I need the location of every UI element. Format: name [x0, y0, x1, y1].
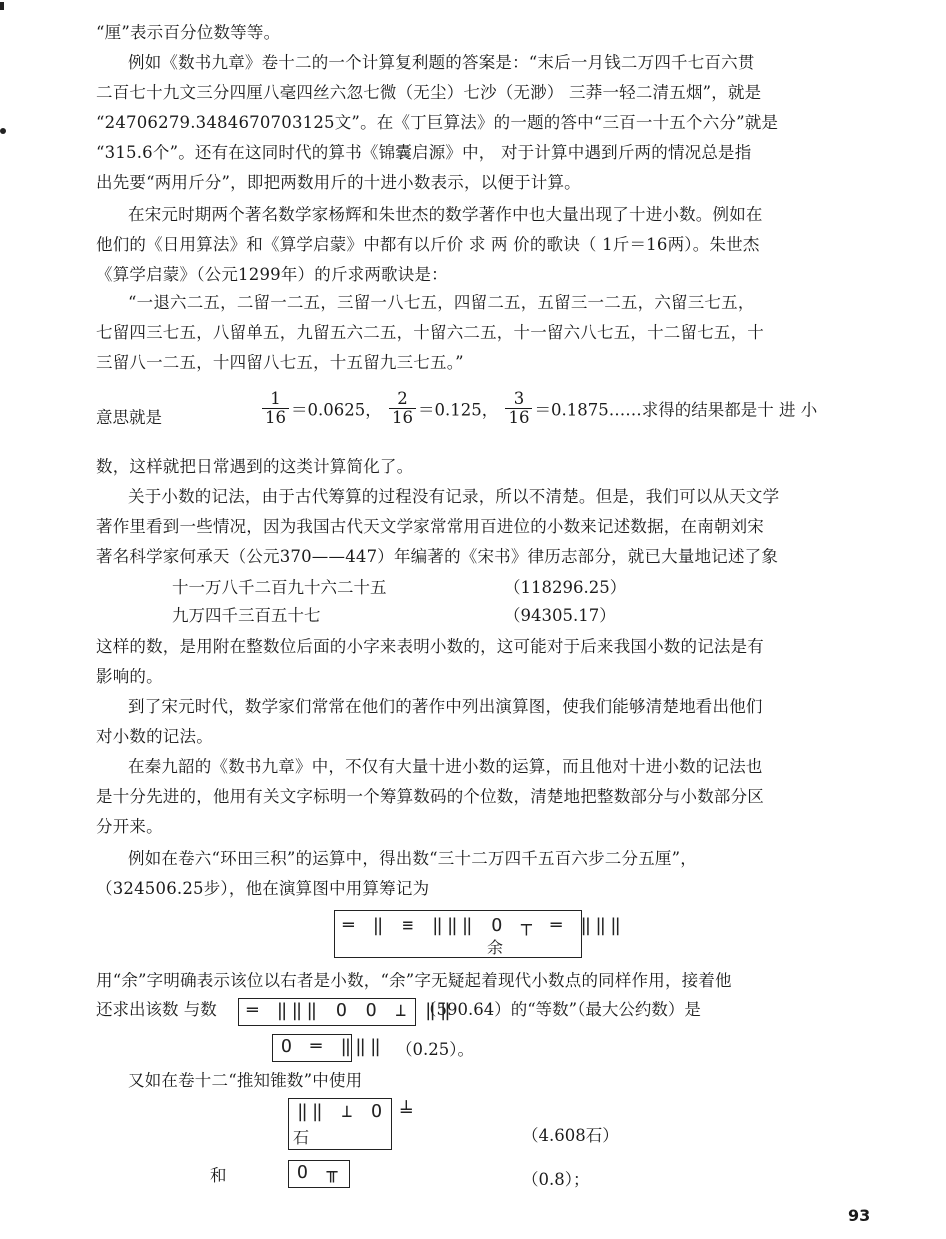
- rod-unit-label: 余: [487, 938, 504, 957]
- page-number: 93: [848, 1206, 871, 1225]
- text-line: 著作里看到一些情况，因为我国古代天文学家常常用百进位的小数来记述数据，在南朝刘宋: [96, 517, 764, 536]
- text-line: “一退六二五，二留一二五，三留一八七五，四留二五，五留三一二五，六留三七五，: [128, 293, 755, 312]
- text-line: 三留八一二五，十四留八七五，十五留九三七五。”: [96, 353, 464, 372]
- text-line: 出先要“两用斤分”，即把两数用斤的十进小数表示，以便于计算。: [96, 173, 581, 192]
- text-line: 数，这样就把日常遇到的这类计算简化了。: [96, 457, 414, 476]
- numerator: 1: [262, 390, 289, 409]
- text-fragment: （590.64）的“等数”（最大公约数）是: [420, 1000, 701, 1019]
- text-line: 这样的数，是用附在整数位后面的小字来表明小数的，这可能对于后来我国小数的记法是有: [96, 637, 764, 656]
- denominator: 16: [265, 408, 286, 427]
- counting-rod-figure: [238, 998, 455, 1026]
- text-line: “315.6个”。还有在这同时代的算书《锦囊启源》中， 对于计算中遇到斤两的情况总是指: [96, 143, 752, 162]
- paragraph-11: [96, 966, 896, 996]
- denominator: 16: [508, 408, 530, 427]
- fraction-1: [262, 390, 289, 427]
- paragraph-10: [96, 844, 896, 904]
- example-number: （94305.17）: [504, 606, 616, 625]
- text-fragment: 还求出该数 与数: [96, 1000, 217, 1019]
- text-line: 关于小数的记法，由于古代筹算的过程没有记录，所以不清楚。但是，我们可以从天文学: [128, 487, 780, 506]
- example-row: [504, 574, 626, 598]
- text-line: 例如《数书九章》卷十二的一个计算复利题的答案是：“末后一月钱二万四千七百六贯: [128, 53, 755, 72]
- paragraph-9: [96, 752, 896, 842]
- rod-numerals: ═ ‖‖‖ O O ⊥ ‖‖: [247, 1000, 455, 1021]
- paragraph-7: [96, 632, 896, 692]
- denominator: 16: [391, 408, 413, 427]
- text-line: 到了宋元时代，数学家们常常在他们的著作中列出演算图，使我们能够清楚地看出他们: [128, 697, 763, 716]
- counting-rod-figure: [272, 1034, 385, 1062]
- paragraph-12: [128, 1066, 828, 1096]
- text-line: “24706279.3484670703125文”。在《丁巨算法》的一题的答中“三百一十五个六分”就是: [96, 113, 779, 132]
- text-line: 二百七十九文三分四厘八毫四丝六忽七微（无尘）七沙（无渺） 三莽一轻二清五烟”，就是: [96, 83, 762, 102]
- rod-numerals: ‖‖ ⊥ O ╧: [297, 1101, 416, 1122]
- text-line: 在秦九韶的《数书九章》中，不仅有大量十进小数的运算，而且他对十进小数的记法也: [128, 757, 763, 776]
- fraction-value: ＝0.125，: [417, 400, 499, 420]
- text-line: 分开来。: [96, 817, 163, 836]
- value-label: [522, 1166, 590, 1190]
- text-line: 他们的《日用算法》和《算学启蒙》中都有以斤价 求 两 价的歌诀（ 1斤＝16两）。朱世杰: [96, 235, 760, 254]
- example-chinese: 九万四千三百五十七: [172, 606, 321, 625]
- value-text: （0.25）。: [396, 1040, 474, 1059]
- text-line: 是十分先进的，他用有关文字标明一个筹算数码的个位数，清楚地把整数部分与小数部分区: [96, 787, 764, 806]
- example-row: [172, 602, 321, 626]
- math-label: 意思就是: [96, 408, 162, 427]
- fraction-expression: [260, 390, 817, 427]
- scan-mark: [0, 2, 4, 10]
- text-line: “厘”表示百分位数等等。: [96, 23, 281, 42]
- conjunction: [210, 1162, 227, 1186]
- counting-rod-figure: [334, 910, 625, 958]
- and-word: 和: [210, 1166, 227, 1185]
- paragraph-8: [96, 692, 896, 752]
- value-text: （0.8）；: [522, 1170, 590, 1189]
- paragraph-6: [96, 482, 896, 572]
- gcd-value: [396, 1036, 474, 1060]
- example-number: （118296.25）: [504, 578, 627, 597]
- text-line: 用“余”字明确表示该位以右者是小数，“余”字无疑起着现代小数点的同样作用，接着他: [96, 971, 732, 990]
- value-label: [522, 1122, 619, 1146]
- rod-unit-label: 石: [293, 1128, 310, 1147]
- fraction-3: [505, 390, 532, 427]
- counting-rod-figure: [288, 1160, 350, 1188]
- rod-numerals: O ╥: [297, 1162, 342, 1183]
- scan-mark: [0, 128, 6, 134]
- text-line: 例如在卷六“环田三积”的运算中，得出数“三十二万四千五百六步二分五厘”，: [128, 849, 697, 868]
- text-line: 七留四三七五，八留单五，九留五六二五，十留六二五，十一留六八七五，十二留七五，十: [96, 323, 764, 342]
- example-row: [504, 602, 616, 626]
- rod-numerals: ═ ‖ ≡ ‖‖‖ O ┬ ═ ‖‖‖: [343, 915, 625, 936]
- text-line: 在宋元时期两个著名数学家杨辉和朱世杰的数学著作中也大量出现了十进小数。例如在: [128, 205, 763, 224]
- paragraph-1: [96, 18, 896, 48]
- value-text: （4.608石）: [522, 1126, 619, 1145]
- text-line: 又如在卷十二“推知锥数”中使用: [128, 1071, 363, 1090]
- text-line: 《算学启蒙》（公元1299年）的斤求两歌诀是：: [96, 265, 448, 284]
- numerator: 3: [505, 390, 532, 409]
- example-chinese: 十一万八千二百九十六二十五: [172, 578, 387, 597]
- fraction-value: ＝0.1875……求得的结果都是十 进 小: [534, 400, 818, 420]
- fraction-line: [96, 390, 896, 444]
- paragraph-5: [96, 452, 896, 482]
- rod-numerals: O ═ ‖‖‖: [281, 1036, 385, 1057]
- text-line: 影响的。: [96, 667, 163, 686]
- paragraph-2: [96, 48, 896, 198]
- fraction-2: [389, 390, 416, 427]
- text-line: （324506.25步），他在演算图中用算筹记为: [96, 879, 430, 898]
- text-line: 著名科学家何承天（公元370——447）年编著的《宋书》律历志部分，就已大量地记述了象: [96, 547, 779, 566]
- numerator: 2: [389, 390, 416, 409]
- song-quote: [96, 288, 896, 378]
- text-line: [96, 996, 217, 1020]
- paragraph-3: [96, 200, 896, 290]
- example-row: [172, 574, 387, 598]
- text-line: [420, 996, 701, 1020]
- fraction-value: ＝0.0625，: [291, 400, 382, 420]
- counting-rod-figure: [288, 1098, 416, 1150]
- text-line: 对小数的记法。: [96, 727, 213, 746]
